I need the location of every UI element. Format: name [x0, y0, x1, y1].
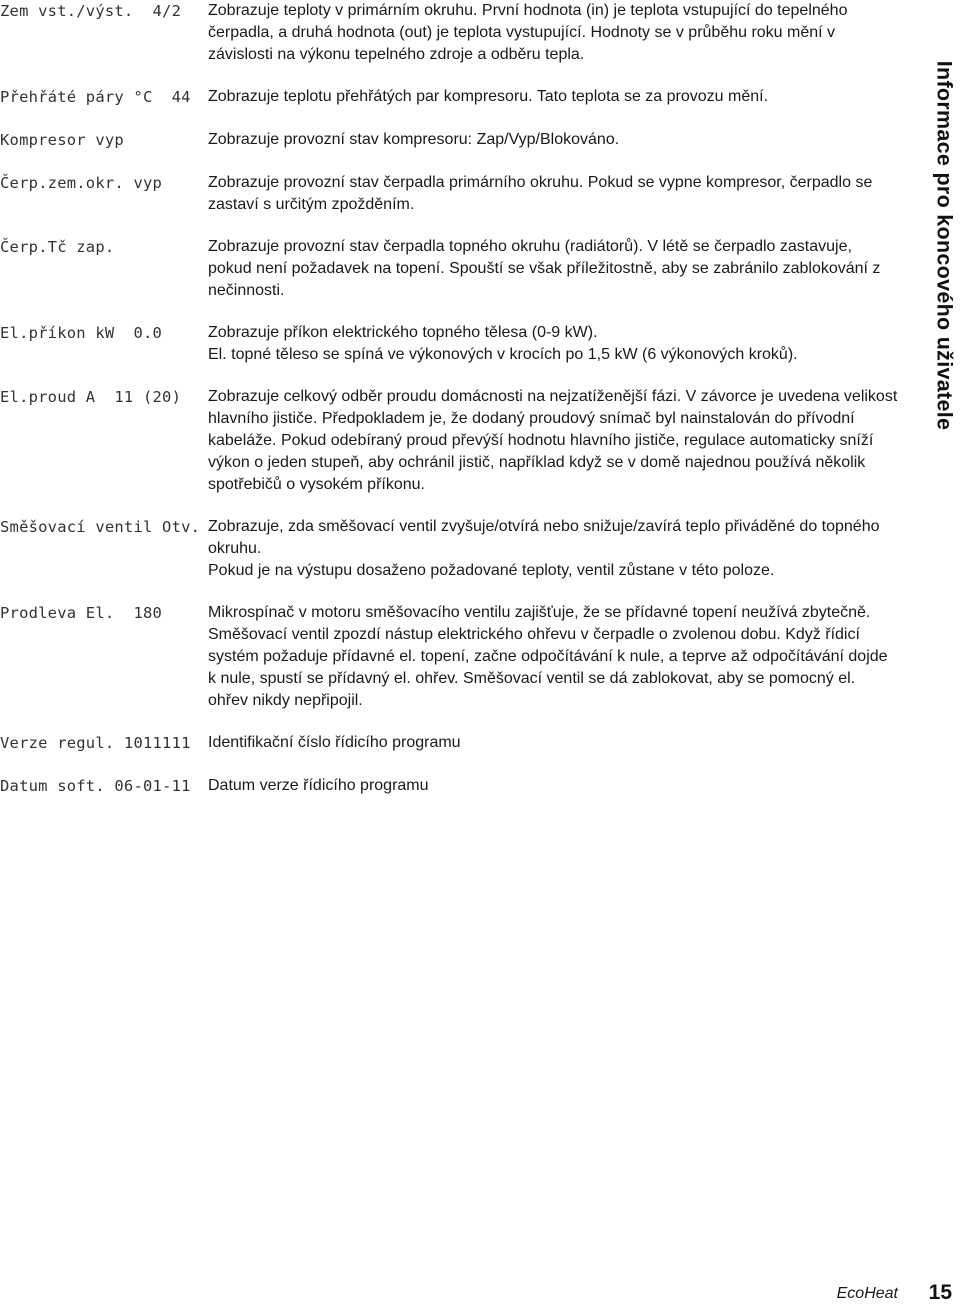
description-text: Zobrazuje provozní stav čerpadla topného okruhu (radiátorů). V létě se čerpadlo zastavuje, pokud není požadavek na topení. Spouští se však příležitostně, aby se zabránilo zablokování z nečinnosti.: [208, 238, 881, 299]
param-code: El.příkon kW 0.0: [0, 324, 163, 342]
param-code: Čerp.Tč zap.: [0, 238, 115, 256]
param-description: [208, 516, 898, 582]
param-description: [208, 322, 898, 366]
param-description: [208, 386, 898, 496]
param-description: [208, 172, 898, 216]
description-text: Zobrazuje celkový odběr proudu domácnosti na nejzatíženější fázi. V závorce je uvedena velikost hlavního jističe. Předpokladem je, že dodaný proudový snímač byl nainstalován do přívodní kabeláže. Pokud odebíraný proud převýší hodnotu hlavního jističe, regulace automaticky sníží výkon o jeden stupeň, aby ochránil jistič, například když se v domě najednou používá několik spotřebičů o vysokém příkonu.: [208, 388, 898, 493]
param-code: Zem vst./výst. 4/2: [0, 2, 182, 20]
side-title-text: Informace pro koncového uživatele: [932, 60, 957, 430]
param-description: [208, 775, 898, 797]
param-description: [208, 236, 898, 302]
param-code: Datum soft. 06-01-11: [0, 777, 191, 795]
description-text: Zobrazuje teploty v primárním okruhu. První hodnota (in) je teplota vstupující do tepelného čerpadla, a druhá hodnota (out) je teplota vystupující. Hodnoty se v průběhu roku mění v závislosti na výkonu tepelného zdroje a odběru tepla.: [208, 2, 848, 63]
description-text: Zobrazuje teplotu přehřátých par kompresoru. Tato teplota se za provozu mění.: [208, 88, 769, 105]
param-code: Kompresor vyp: [0, 131, 124, 149]
description-text: Datum verze řídicího programu: [208, 777, 429, 794]
footer-brand: EcoHeat: [836, 1285, 898, 1302]
description-text: Pokud je na výstupu dosaženo požadované teploty, ventil zůstane v této poloze.: [208, 562, 775, 579]
param-description: [208, 732, 898, 754]
description-text: Zobrazuje, zda směšovací ventil zvyšuje/otvírá nebo snižuje/zavírá teplo přiváděné do topného okruhu.: [208, 518, 880, 557]
param-code: Čerp.zem.okr. vyp: [0, 174, 163, 192]
param-description: [208, 602, 898, 712]
param-description: [208, 0, 898, 66]
param-code: Verze regul. 1011111: [0, 734, 191, 752]
description-text: Zobrazuje provozní stav čerpadla primárního okruhu. Pokud se vypne kompresor, čerpadlo se zastaví s určitým zpožděním.: [208, 174, 873, 213]
description-text: Identifikační číslo řídicího programu: [208, 734, 461, 751]
param-code: Směšovací ventil Otv.: [0, 518, 201, 536]
page-number: 15: [928, 1281, 952, 1304]
param-code: Přehřáté páry °C 44: [0, 88, 191, 106]
description-text: Mikrospínač v motoru směšovacího ventilu zajišťuje, že se přídavné topení neužívá zbytečně. Směšovací ventil zpozdí nástup elektrického ohřevu v čerpadle o zvolenou dobu. Když řídicí systém požaduje přídavné el. topení, začne odpočítávání k nule, a teprve až odpočítávání dojde k nule, spustí se přídavný el. ohřev. Směšovací ventil se dá zablokovat, aby se pomocný el. ohřev nikdy nepřipojil.: [208, 604, 888, 709]
param-code: Prodleva El. 180: [0, 604, 163, 622]
param-description: [208, 86, 898, 108]
description-text: El. topné těleso se spíná ve výkonových v krocích po 1,5 kW (6 výkonových kroků).: [208, 346, 798, 363]
param-description: [208, 129, 898, 151]
description-text: Zobrazuje příkon elektrického topného tělesa (0-9 kW).: [208, 324, 598, 341]
param-code: El.proud A 11 (20): [0, 388, 182, 406]
description-text: Zobrazuje provozní stav kompresoru: Zap/Vyp/Blokováno.: [208, 131, 620, 148]
section-side-title: [929, 0, 959, 490]
